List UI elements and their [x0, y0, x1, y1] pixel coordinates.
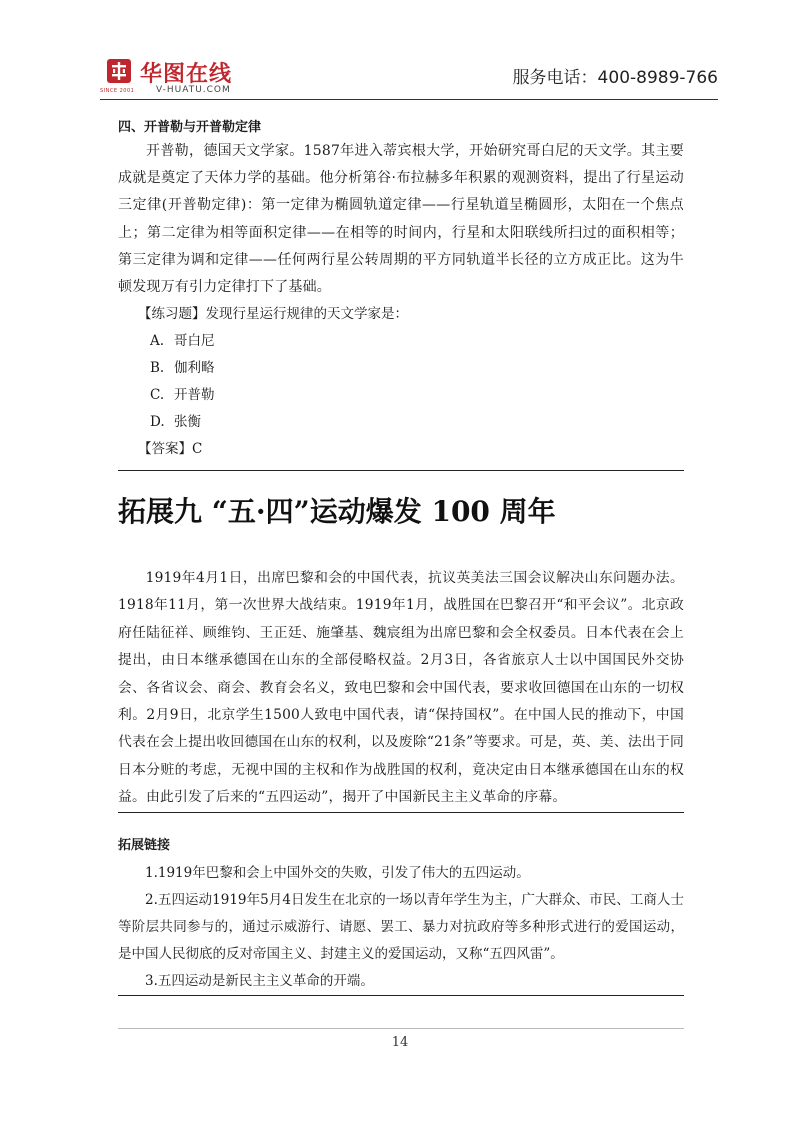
option-b: B. 伽利略	[150, 360, 215, 377]
may-fourth-section	[118, 565, 684, 812]
footer-divider	[118, 1028, 684, 1029]
may-fourth-title: 拓展九 “五·四”运动爆发 100 周年	[118, 495, 556, 528]
link-item-1: 1.1919年巴黎和会上中国外交的失败，引发了伟大的五四运动。	[145, 865, 530, 881]
logo-name: 华图在线	[140, 62, 233, 87]
kepler-section	[118, 117, 684, 463]
logo-domain: V-HUATU.COM	[156, 85, 231, 95]
may-fourth-body: 1919年4月1日，出席巴黎和会的中国代表，抗议英美法三国会议解决山东问题办法。1918年11月，第一次世界大战结束。1919年1月，战胜国在巴黎召开“和平会议”。北京政府任陆征祥、顾维钧、王正廷、施肇基、魏宸组为出席巴黎和会全权委员。日本代表在会上提出，由日本继承德国在山东的全部侵略权益。2月3日，各省旅京人士以中国国民外交协会、各省议会、商会、教育会名义，致电巴黎和会中国代表，要求收回德国在山东的一切权利。2月9日，北京学生1500人致电中国代表，请“保持国权”。在中国人民的推动下，中国代表在会上提出收回德国在山东的权利，以及废除“21条”等要求。可是，英、美、法出于同日本分赃的考虑，无视中国的主权和作为战胜国的权利，竟决定由日本继承德国在山东的权益。由此引发了后来的“五四运动”，揭开了中国新民主主义革命的序幕。	[118, 570, 684, 806]
link-item-3: 3.五四运动是新民主主义革命的开端。	[145, 973, 374, 989]
section-divider-top	[118, 470, 684, 471]
practice-question: 【练习题】发现行星运行规律的天文学家是：	[138, 306, 408, 323]
option-d: D. 张衡	[150, 414, 201, 431]
kepler-body: 开普勒，德国天文学家。1587年进入蒂宾根大学，开始研究哥白尼的天文学。其主要成就是奠定了天体力学的基础。他分析第谷·布拉赫多年积累的观测资料，提出了行星运动三定律(开普勒定律)：第一定律为椭圆轨道定律——行星轨道呈椭圆形，太阳在一个焦点上；第二定律为相等面积定律——在相等的时间内，行星和太阳联线所扫过的面积相等；第三定律为调和定律——任何两行星公转周期的平方同轨道半长径的立方成正比。这为牛顿发现万有引力定律打下了基础。	[118, 143, 684, 296]
answer-line: 【答案】C	[138, 441, 203, 458]
huatu-logo	[100, 58, 300, 96]
section-divider-bottom	[118, 995, 684, 996]
page-header	[100, 52, 718, 100]
kepler-heading: 四、开普勒与开普勒定律	[118, 120, 262, 135]
page-number: 14	[391, 1035, 409, 1050]
service-hotline: 服务电话：400-8989-766	[512, 68, 718, 88]
links-heading: 拓展链接	[118, 838, 171, 853]
logo-since: SINCE 2001	[100, 88, 135, 94]
option-c: C. 开普勒	[150, 387, 215, 404]
header-divider	[100, 99, 718, 100]
link-item-2: 2.五四运动1919年5月4日发生在北京的一场以青年学生为主，广大群众、市民、工商人士等阶层共同参与的，通过示威游行、请愿、罢工、暴力对抗政府等多种形式进行的爱国运动，是中国人民彻底的反对帝国主义、封建主义的爱国运动，又称“五四风雷”。	[118, 892, 684, 962]
section-divider-middle	[118, 812, 684, 813]
option-a: A. 哥白尼	[150, 333, 215, 350]
extension-links	[118, 835, 684, 995]
logo-mark-icon	[106, 58, 132, 88]
